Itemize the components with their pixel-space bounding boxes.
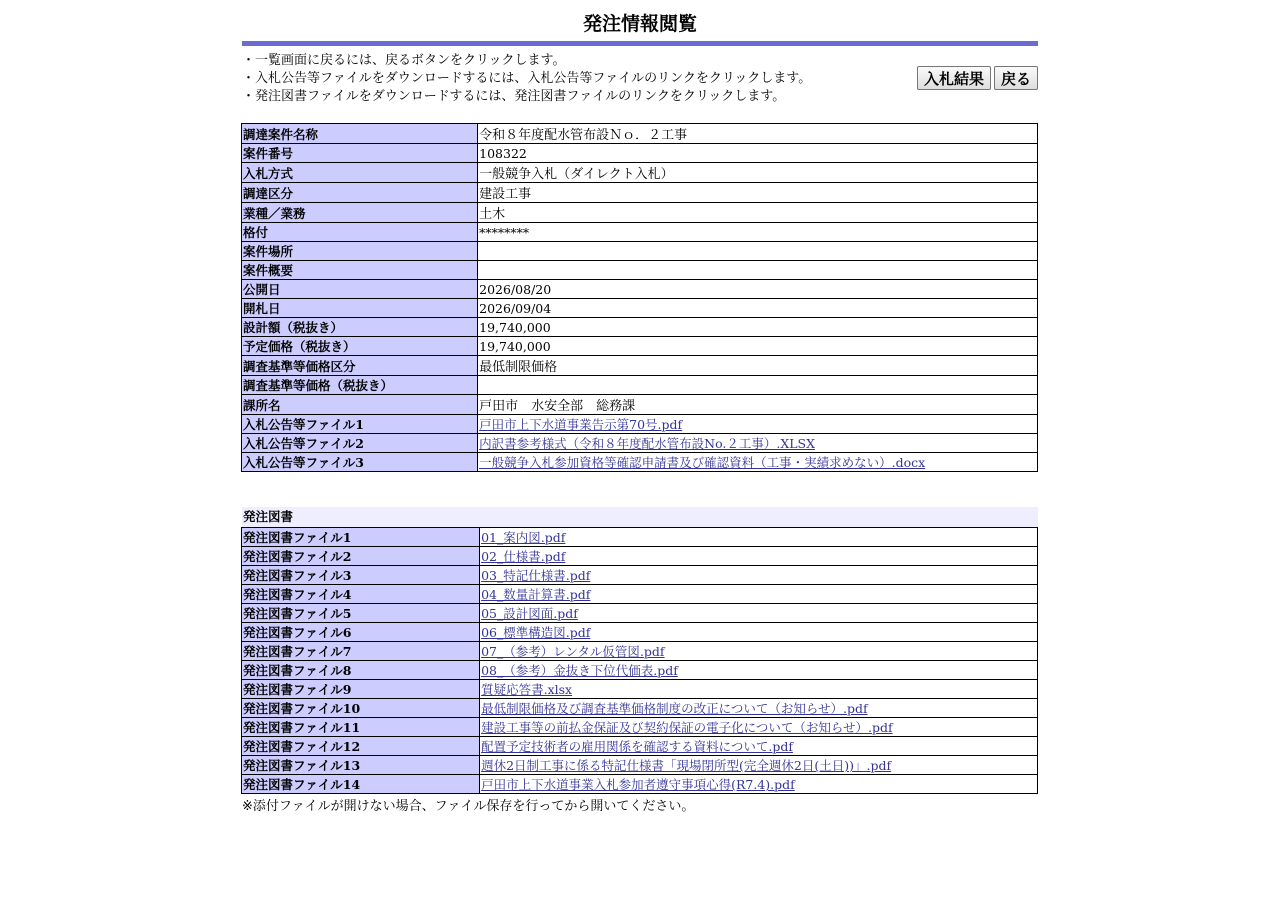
row-label: 業種／業務 [242, 203, 478, 223]
file-download-link[interactable]: 戸田市上下水道事業告示第70号.pdf [479, 417, 683, 432]
row-value [480, 566, 1038, 585]
row-label: 発注図書ファイル1 [242, 528, 480, 547]
table-row [242, 566, 1038, 585]
row-value: 2026/09/04 [478, 299, 1038, 318]
table-row [242, 280, 1038, 299]
row-label: 格付 [242, 223, 478, 242]
row-label: 入札公告等ファイル3 [242, 453, 478, 472]
row-label: 発注図書ファイル9 [242, 680, 480, 699]
table-row [242, 737, 1038, 756]
row-label: 課所名 [242, 395, 478, 415]
table-row [242, 163, 1038, 183]
file-download-link[interactable]: 週休2日制工事に係る特記仕様書「現場閉所型(完全週休2日(土日))」.pdf [481, 758, 892, 773]
row-value [480, 623, 1038, 642]
row-label: 調査基準等価格区分 [242, 356, 478, 376]
table-row [242, 318, 1038, 337]
file-download-link[interactable]: 04_数量計算書.pdf [481, 587, 591, 602]
row-value: 令和８年度配水管布設Ｎｏ．２工事 [478, 124, 1038, 144]
file-download-link[interactable]: 戸田市上下水道事業入札参加者遵守事項心得(R7.4).pdf [481, 777, 795, 792]
table-row [242, 337, 1038, 356]
table-row [242, 183, 1038, 203]
row-value [480, 604, 1038, 623]
table-row [242, 376, 1038, 395]
row-label: 発注図書ファイル7 [242, 642, 480, 661]
file-download-link[interactable]: 01_案内図.pdf [481, 530, 566, 545]
row-label: 調査基準等価格（税抜き） [242, 376, 478, 395]
table-row [242, 585, 1038, 604]
instruction-notice-download: ・入札公告等ファイルをダウンロードするには、入札公告等ファイルのリンクをクリックします。 [242, 71, 812, 86]
row-label: 開札日 [242, 299, 478, 318]
row-value [480, 756, 1038, 775]
row-value: 土木 [478, 203, 1038, 223]
row-label: 発注図書ファイル12 [242, 737, 480, 756]
main-content [242, 0, 1038, 816]
row-label: 発注図書ファイル4 [242, 585, 480, 604]
file-download-link[interactable]: 最低制限価格及び調査基準価格制度の改正について（お知らせ）.pdf [481, 701, 868, 716]
table-row [242, 623, 1038, 642]
row-label: 入札公告等ファイル1 [242, 415, 478, 434]
table-row [242, 356, 1038, 376]
row-value [480, 547, 1038, 566]
row-value [480, 718, 1038, 737]
table-row [242, 699, 1038, 718]
action-buttons [917, 66, 1038, 90]
row-value: 戸田市 水安全部 総務課 [478, 395, 1038, 415]
details-table-body [242, 124, 1038, 472]
table-row [242, 680, 1038, 699]
row-value: 建設工事 [478, 183, 1038, 203]
row-value: 19,740,000 [478, 318, 1038, 337]
table-row [242, 661, 1038, 680]
table-row [242, 415, 1038, 434]
row-label: 発注図書ファイル3 [242, 566, 480, 585]
row-value: 19,740,000 [478, 337, 1038, 356]
table-row [242, 453, 1038, 472]
row-label: 調達案件名称 [242, 124, 478, 144]
row-value: 2026/08/20 [478, 280, 1038, 299]
table-row [242, 642, 1038, 661]
row-label: 発注図書ファイル8 [242, 661, 480, 680]
row-label: 発注図書ファイル14 [242, 775, 480, 794]
table-row [242, 775, 1038, 794]
attachment-note: ※添付ファイルが開けない場合、ファイル保存を行ってから開いてください。 [242, 799, 695, 814]
table-row [242, 395, 1038, 415]
bid-result-button[interactable]: 入札結果 [917, 66, 991, 90]
order-docs-table [241, 527, 1038, 794]
file-download-link[interactable]: 06_標準構造図.pdf [481, 625, 591, 640]
row-value [478, 453, 1038, 472]
file-download-link[interactable]: 内訳書参考様式（令和８年度配水管布設No.２工事）.XLSX [479, 436, 815, 451]
instruction-docs-download: ・発注図書ファイルをダウンロードするには、発注図書ファイルのリンクをクリックします。 [242, 89, 786, 104]
file-download-link[interactable]: 02_仕様書.pdf [481, 549, 566, 564]
table-row [242, 261, 1038, 280]
table-row [242, 604, 1038, 623]
instruction-back: ・一覧画面に戻るには、戻るボタンをクリックします。 [242, 53, 566, 68]
row-value: 最低制限価格 [478, 356, 1038, 376]
row-value [478, 376, 1038, 395]
row-label: 発注図書ファイル2 [242, 547, 480, 566]
table-row [242, 223, 1038, 242]
row-label: 調達区分 [242, 183, 478, 203]
row-value: 一般競争入札（ダイレクト入札） [478, 163, 1038, 183]
row-value [478, 242, 1038, 261]
row-value [480, 585, 1038, 604]
row-value [480, 775, 1038, 794]
order-docs-heading: 発注図書 [242, 507, 1038, 527]
row-label: 入札公告等ファイル2 [242, 434, 478, 453]
table-row [242, 144, 1038, 163]
row-label: 案件番号 [242, 144, 478, 163]
row-label: 発注図書ファイル10 [242, 699, 480, 718]
row-label: 発注図書ファイル6 [242, 623, 480, 642]
page-title: 発注情報閲覧 [582, 13, 697, 35]
row-label: 予定価格（税抜き） [242, 337, 478, 356]
row-value [480, 661, 1038, 680]
row-value [478, 415, 1038, 434]
row-value [478, 434, 1038, 453]
row-label: 案件概要 [242, 261, 478, 280]
file-download-link[interactable]: 質疑応答書.xlsx [481, 682, 573, 697]
row-value [480, 642, 1038, 661]
table-row [242, 528, 1038, 547]
table-row [242, 299, 1038, 318]
file-download-link[interactable]: 建設工事等の前払金保証及び契約保証の電子化について（お知らせ）.pdf [481, 720, 893, 735]
file-download-link[interactable]: 配置予定技術者の雇用関係を確認する資料について.pdf [481, 739, 793, 754]
row-value: ******** [478, 223, 1038, 242]
table-row [242, 203, 1038, 223]
row-label: 発注図書ファイル13 [242, 756, 480, 775]
row-label: 発注図書ファイル5 [242, 604, 480, 623]
table-row [242, 756, 1038, 775]
table-row [242, 124, 1038, 144]
back-button[interactable]: 戻る [994, 66, 1038, 90]
instructions-area [242, 46, 1038, 124]
order-docs-table-body [242, 528, 1038, 794]
table-row [242, 434, 1038, 453]
row-label: 設計額（税抜き） [242, 318, 478, 337]
row-value [480, 528, 1038, 547]
file-download-link[interactable]: 03_特記仕様書.pdf [481, 568, 591, 583]
file-download-link[interactable]: 一般競争入札参加資格等確認申請書及び確認資料（工事・実績求めない）.docx [479, 455, 926, 470]
row-value [478, 261, 1038, 280]
file-download-link[interactable]: 08_（参考）金抜き下位代価表.pdf [481, 663, 678, 678]
row-label: 入札方式 [242, 163, 478, 183]
file-download-link[interactable]: 07_（参考）レンタル仮管図.pdf [481, 644, 665, 659]
table-row [242, 242, 1038, 261]
row-label: 公開日 [242, 280, 478, 299]
row-value [480, 737, 1038, 756]
row-label: 案件場所 [242, 242, 478, 261]
file-download-link[interactable]: 05_設計図面.pdf [481, 606, 578, 621]
table-row [242, 547, 1038, 566]
details-table [241, 123, 1038, 472]
table-row [242, 718, 1038, 737]
row-label: 発注図書ファイル11 [242, 718, 480, 737]
row-value: 108322 [478, 144, 1038, 163]
row-value [480, 699, 1038, 718]
row-value [480, 680, 1038, 699]
